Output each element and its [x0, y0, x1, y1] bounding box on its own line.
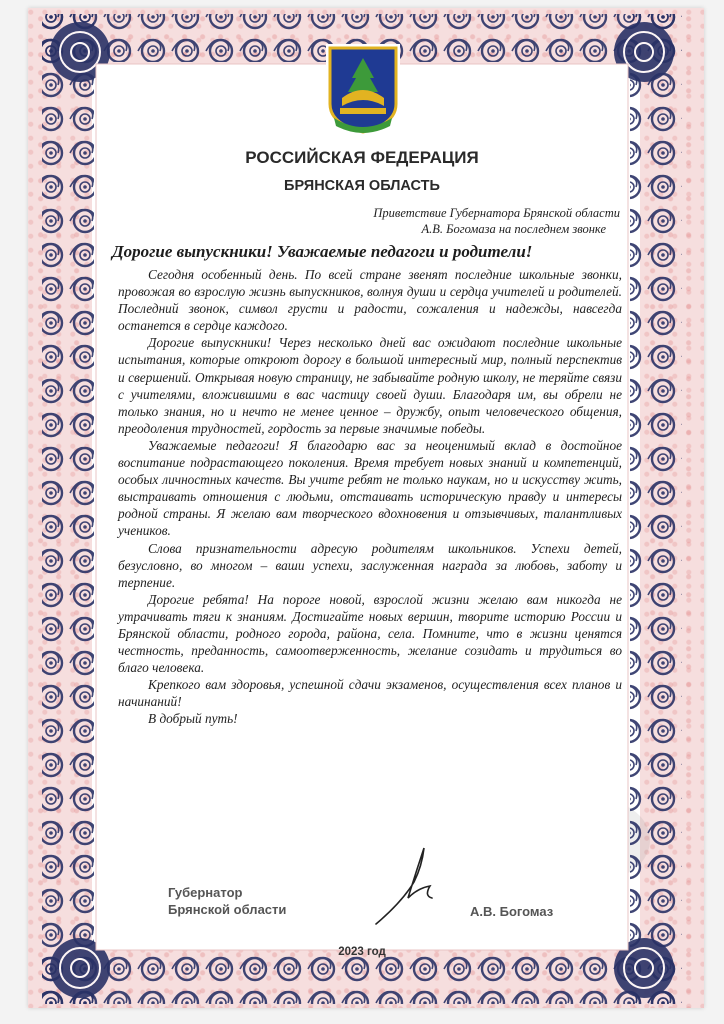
paragraph: Слова признательности адресую родителям школьников. Успехи детей, безусловно, во многом – ваши успехи, заслуженная награда за любовь, заботу и терпение.	[118, 540, 622, 590]
paragraph: Уважаемые педагоги! Я благодарю вас за неоценимый вклад в достойное воспитание подрастающего поколения. Время требует новых знаний и компетенций, особых личностных качеств. Вы учите ребят не только наукам, но и искусству жить, выстраивать отношения с людьми, отстаивать историческую правду и интересы родной страны. Я желаю вам творческого вдохновения и отзывчивых, талантливых учеников.	[118, 437, 622, 539]
handwritten-signature	[372, 842, 452, 928]
paragraph: Крепкого вам здоровья, успешной сдачи экзаменов, осуществления всех планов и начинаний!	[118, 677, 622, 710]
paragraph-closing: В добрый путь!	[148, 711, 238, 727]
paragraph: Дорогие ребята! На пороге новой, взрослой жизни желаю вам никогда не утрачивать тяги к знаниям. Достигайте новых вершин, творите историю России и Брянской области, родного города, района, села. Помните, что в жизни ценятся честность, преданность, самоотверженность, желание созидать и трудиться во благо человека.	[118, 591, 622, 676]
paragraph: Дорогие выпускники! Через несколько дней вас ожидают последние школьные испытания, которые откроют дорогу в большой интересный мир, полный перспектив и свершений. Открывая новую страницу, не забывайте родную школу, не теряйте связи с учителями, вложившими в вас частицу своей души. Благодаря им, вы обрели не только знания, но и нечто не менее ценное – дружбу, опыт человеческого общения, преодоления трудностей, гордость за первые значимые победы.	[118, 335, 622, 436]
subtitle-line-2: А.В. Богомаза на последнем звонке	[421, 222, 606, 236]
country-heading: РОССИЙСКАЯ ФЕДЕРАЦИЯ	[245, 148, 479, 167]
signatory-title-line-2: Брянской области	[168, 902, 287, 917]
subtitle-line-1: Приветствие Губернатора Брянской области	[373, 206, 620, 220]
paragraph: Сегодня особенный день. По всей стране звенят последние школьные звонки, провожая во взрослую жизнь выпускников, волнуя души и сердца учителей и родителей. Последний звонок, символ грусти и радости, сожаления и надежды, навсегда останется в сердце каждого.	[118, 267, 622, 334]
greeting-heading: Дорогие выпускники! Уважаемые педагоги и родители!	[112, 242, 533, 261]
coat-of-arms-icon	[326, 44, 400, 136]
signatory-name: А.В. Богомаз	[470, 904, 554, 919]
letter-body	[118, 266, 622, 728]
region-heading: БРЯНСКАЯ ОБЛАСТЬ	[284, 178, 440, 194]
signatory-title	[168, 884, 286, 918]
document-year: 2023 год	[338, 946, 386, 958]
signatory-title-line-1: Губернатор	[168, 885, 243, 900]
